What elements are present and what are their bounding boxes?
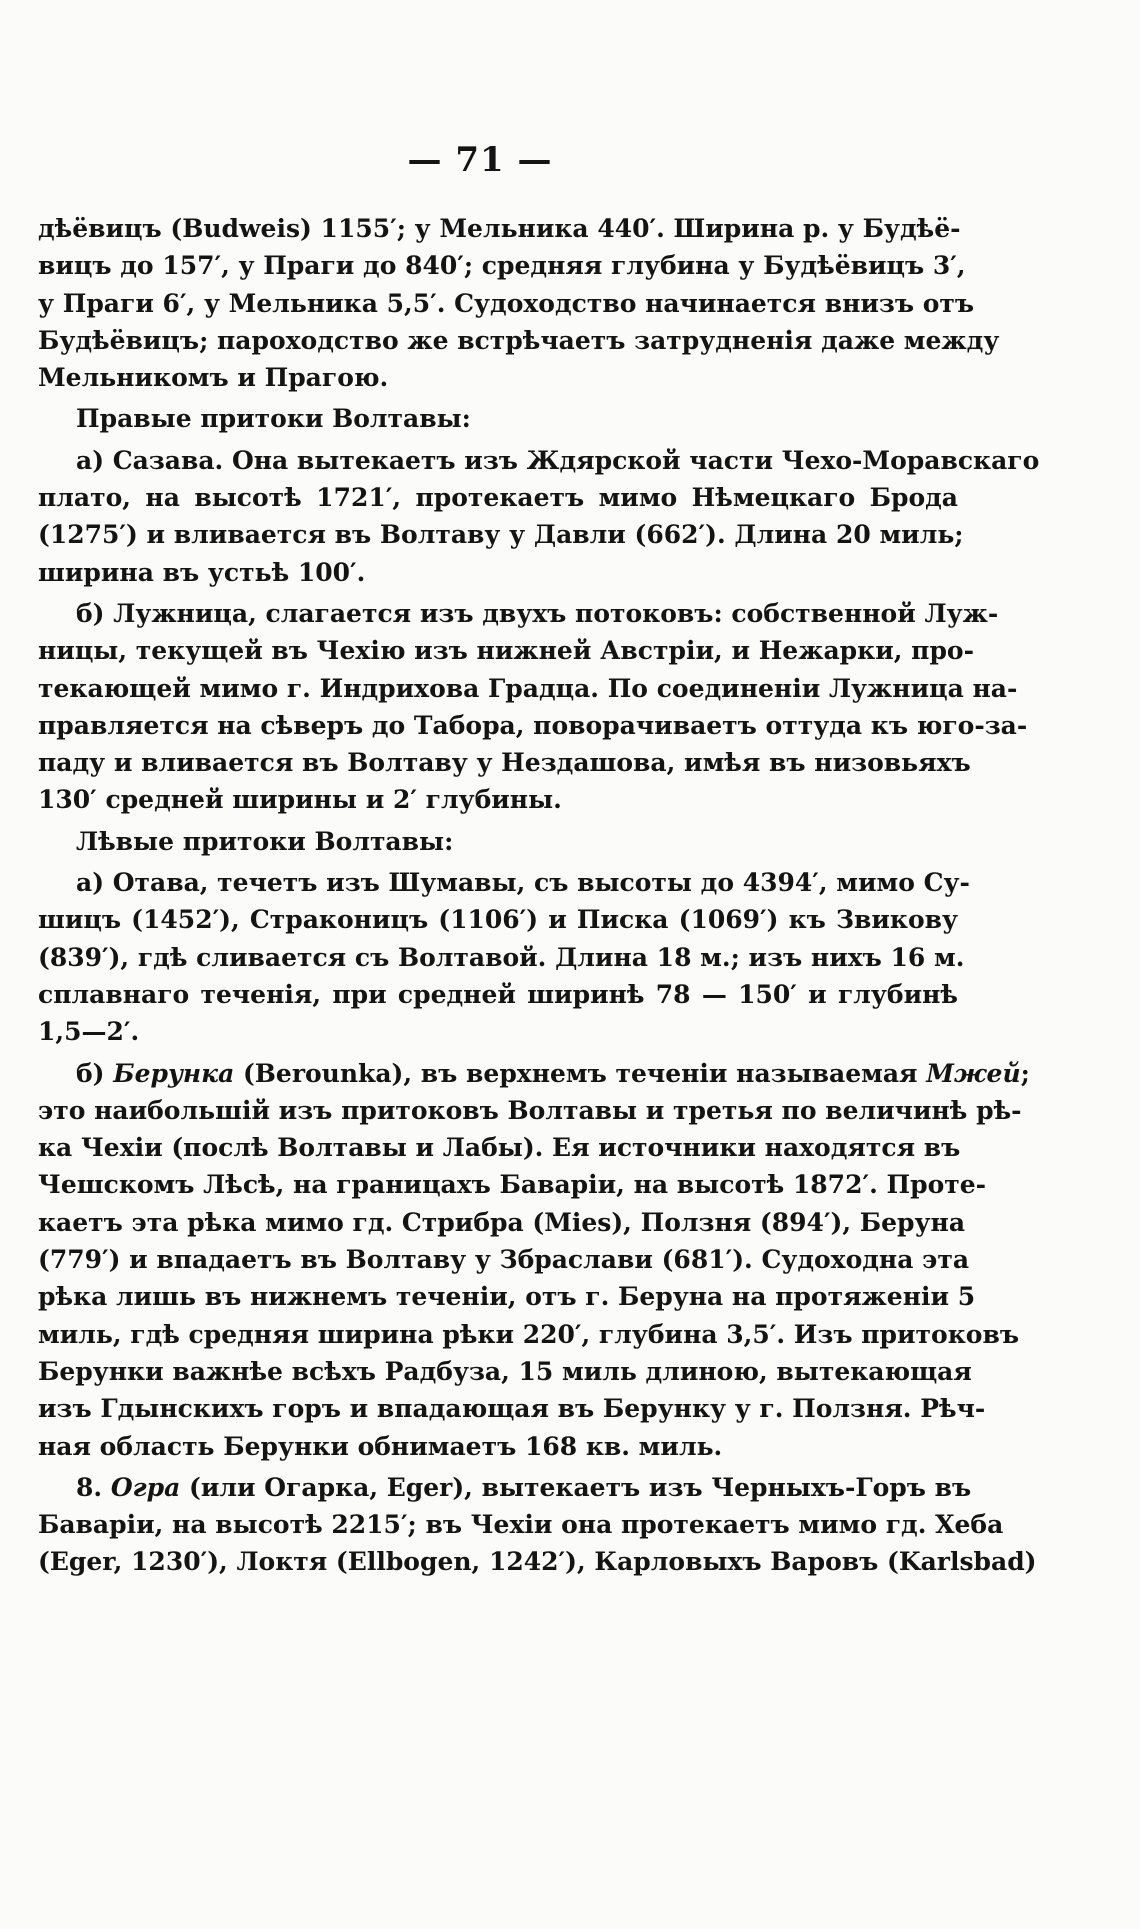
text-segment: 8. [76,1472,111,1502]
text-line: Будѣёвицъ; пароходство же встрѣчаетъ затрудненія даже между [38,325,1000,355]
text-line: (839′), гдѣ сливается съ Волтавой. Длина 18 м.; изъ нихъ 16 м. [38,942,965,972]
text-line: текающей мимо г. Индрихова Градца. По соединеніи Лужница на- [38,673,1018,703]
text-line: паду и вливается въ Волтаву у Нездашова, имѣя въ низовьяхъ [38,748,971,778]
text-line: шицъ (1452′), Страконицъ (1106′) и Писка (1069′) къ Звикову [38,905,958,935]
text-line: 1,5—2′. [38,1017,140,1047]
text-line: Баваріи, на высотѣ 2215′; въ Чехіи она протекаетъ мимо гд. Хеба [38,1510,1004,1540]
text-line: каетъ эта рѣка мимо гд. Стрибра (Mies), Ползня (894′), Беруна [38,1207,966,1237]
text-line: дѣёвицъ (Budweis) 1155′; у Мельника 440′. Ширина р. у Будѣё- [38,214,961,243]
text-line: вицъ до 157′, у Праги до 840′; средняя глубина у Будѣёвицъ 3′, [38,251,966,281]
text-line: (Eger, 1230′), Локтя (Ellbogen, 1242′), Карловыхъ Варовъ (Karlsbad) [38,1547,1037,1577]
text-segment: ; [1020,1058,1030,1088]
text-segment: б) [76,1058,114,1088]
text-line: ширина въ устьѣ 100′. [38,557,366,587]
section-heading-left-tributaries: Лѣвые притоки Волтавы: [76,826,454,856]
text-line: миль, гдѣ средняя ширина рѣки 220′, глубина 3,5′. Изъ притоковъ [38,1319,1019,1349]
text-line: Мельникомъ и Прагою. [38,363,389,393]
text-line: а) Сазава. Она вытекаетъ изъ Ждярской части Чехо-Моравскаго [76,445,1040,475]
text-line: ницы, текущей въ Чехію изъ нижней Австріи, и Нежарки, про- [38,636,974,666]
text-line: 130′ средней ширины и 2′ глубины. [38,785,562,815]
text-line: ка Чехіи (послѣ Волтавы и Лабы). Ея источники находятся въ [38,1133,961,1163]
text-line: правляется на сѣверъ до Табора, поворачиваетъ оттуда къ юго-за- [38,710,1028,740]
section-heading-right-tributaries: Правые притоки Волтавы: [76,404,471,434]
text-line: сплавнаго теченія, при средней ширинѣ 78 — 150′ и глубинѣ [38,979,958,1009]
italic-term: Берунка [113,1058,235,1088]
italic-term: Мжей [926,1058,1021,1088]
text-line: плато, на высотѣ 1721′, протекаетъ мимо Нѣмецкаго Брода [38,483,958,513]
text-line: Чешскомъ Лѣсѣ, на границахъ Баваріи, на высотѣ 1872′. Проте- [38,1170,987,1200]
text-line-mixed [38,1469,972,1506]
text-line: а) Отава, течетъ изъ Шумавы, съ высоты до 4394′, мимо Су- [76,868,970,898]
text-segment: (Berounka), въ верхнемъ теченіи называемая [234,1058,927,1088]
text-line: Берунки важнѣе всѣхъ Радбуза, 15 миль длиною, вытекающая [38,1356,972,1386]
body-text [38,210,1040,1581]
page-number: — 71 — [407,140,553,180]
text-line: рѣка лишь въ нижнемъ теченіи, отъ г. Беруна на протяженіи 5 [38,1282,976,1312]
text-line: (1275′) и вливается въ Волтаву у Давли (662′). Длина 20 миль; [38,520,964,550]
text-line: это наибольшій изъ притоковъ Волтавы и третья по величинѣ рѣ- [38,1095,1022,1125]
italic-term: Огра [110,1472,181,1502]
text-line: (779′) и впадаетъ въ Волтаву у Збраслави (681′). Судоходна эта [38,1245,970,1275]
text-line: ная область Берунки обнимаетъ 168 кв. миль. [38,1431,723,1461]
text-line: изъ Гдынскихъ горъ и впадающая въ Берунку у г. Ползня. Рѣч- [38,1394,986,1424]
text-segment: (или Огарка, Eger), вытекаетъ изъ Черныхъ-Горъ въ [180,1472,972,1502]
text-line: б) Лужница, слагается изъ двухъ потоковъ: собственной Луж- [76,598,999,628]
text-line-mixed [38,1055,1030,1092]
text-line: у Праги 6′, у Мельника 5,5′. Судоходство начинается внизъ отъ [38,288,975,318]
